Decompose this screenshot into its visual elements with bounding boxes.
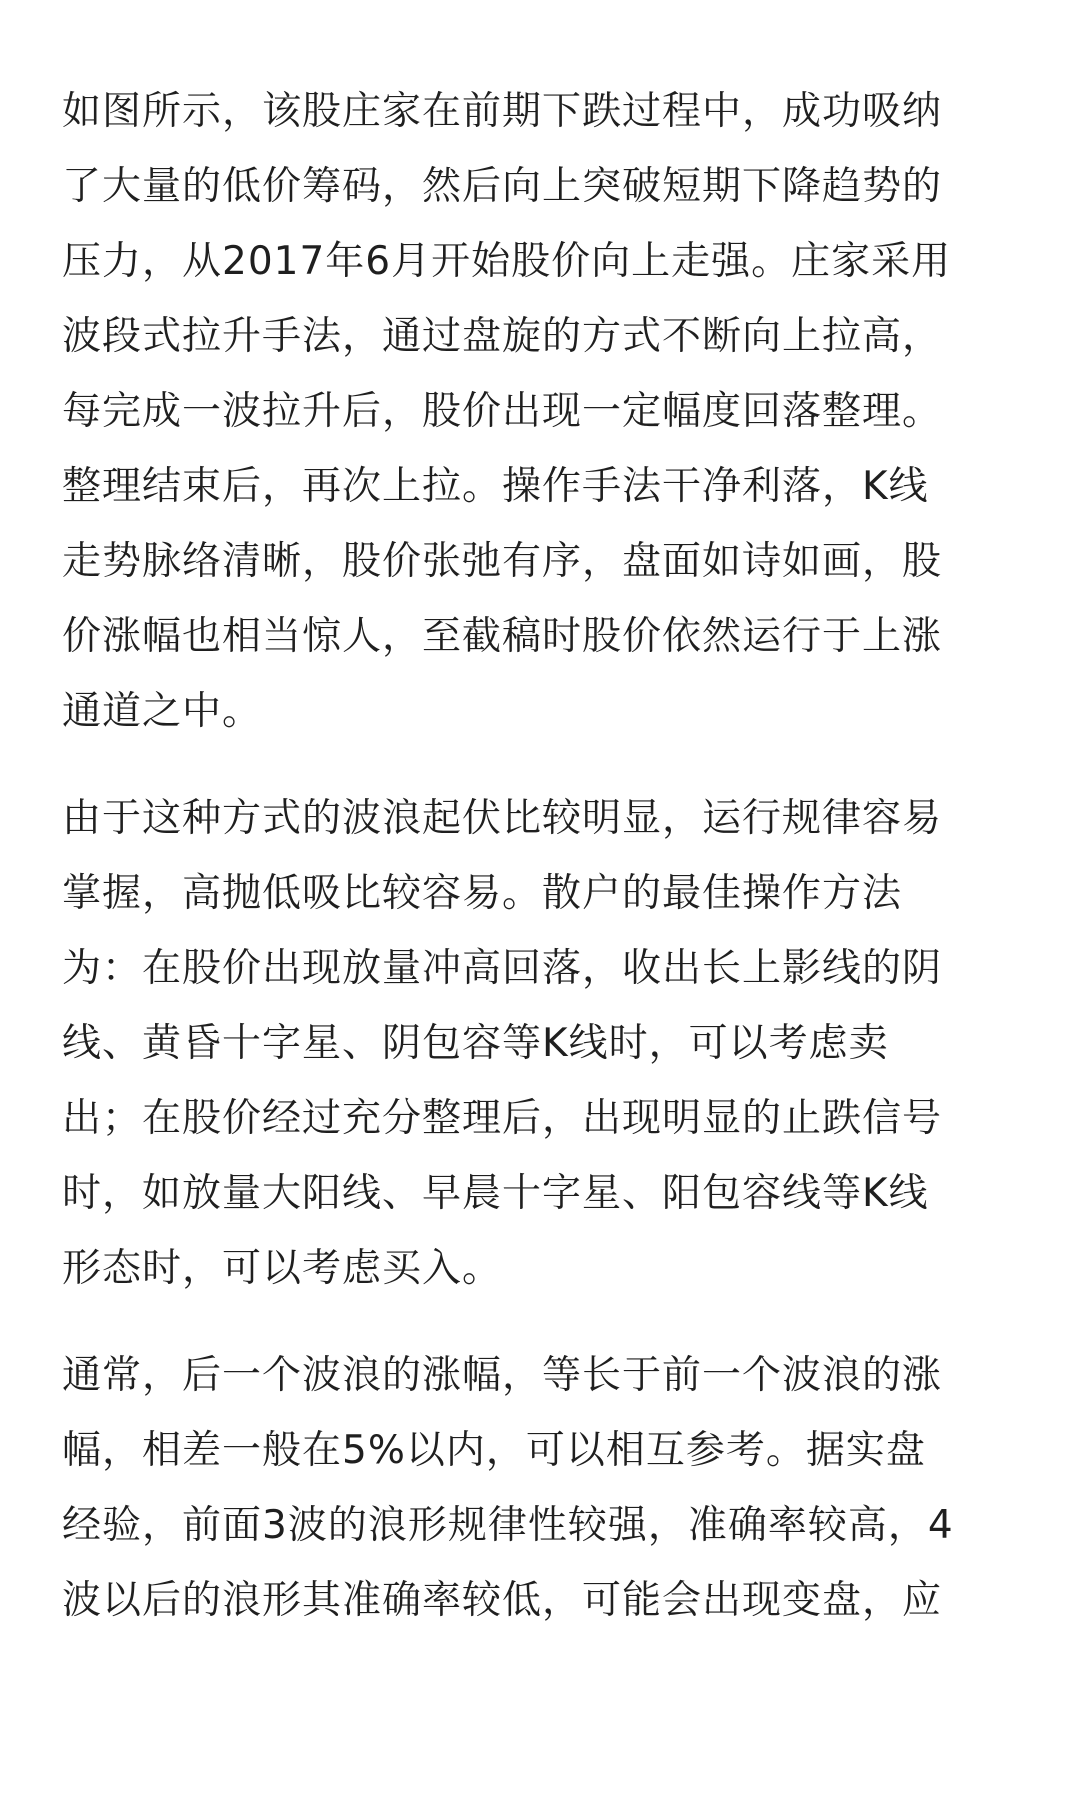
text-line: 经验，前面3波的浪形规律性较强，准确率较高，4: [62, 1503, 954, 1548]
text-line: 了大量的低价筹码，然后向上突破短期下降趋势的: [62, 164, 943, 209]
text-line: 为：在股价出现放量冲高回落，收出长上影线的阴: [62, 946, 943, 991]
paragraph-2: [62, 781, 1022, 1306]
text-line: 价涨幅也相当惊人，至截稿时股价依然运行于上涨: [62, 614, 943, 659]
text-line: 通道之中。: [62, 689, 263, 734]
text-line: 由于这种方式的波浪起伏比较明显，运行规律容易: [62, 796, 943, 841]
article-body: [62, 74, 1022, 1638]
text-line: 形态时，可以考虑买入。: [62, 1246, 503, 1291]
text-line: 整理结束后，再次上拉。操作手法干净利落，K线: [62, 464, 929, 509]
text-line: 压力，从2017年6月开始股价向上走强。庄家采用: [62, 239, 952, 284]
text-line: 幅，相差一般在5%以内，可以相互参考。据实盘: [62, 1428, 926, 1473]
paragraph-1: [62, 74, 1022, 749]
text-line: 走势脉络清晰，股价张弛有序，盘面如诗如画，股: [62, 539, 943, 584]
text-line: 波以后的浪形其准确率较低，可能会出现变盘，应: [62, 1578, 943, 1623]
text-line: 如图所示，该股庄家在前期下跌过程中，成功吸纳: [62, 89, 943, 134]
text-line: 时，如放量大阳线、早晨十字星、阳包容线等K线: [62, 1171, 929, 1216]
text-line: 每完成一波拉升后，股价出现一定幅度回落整理。: [62, 389, 943, 434]
text-line: 出；在股价经过充分整理后，出现明显的止跌信号: [62, 1096, 943, 1141]
text-line: 通常，后一个波浪的涨幅，等长于前一个波浪的涨: [62, 1353, 943, 1398]
text-line: 掌握，高抛低吸比较容易。散户的最佳操作方法: [62, 871, 903, 916]
text-line: 线、黄昏十字星、阴包容等K线时，可以考虑卖: [62, 1021, 889, 1066]
text-line: 波段式拉升手法，通过盘旋的方式不断向上拉高，: [62, 314, 943, 359]
paragraph-3: [62, 1338, 1022, 1638]
